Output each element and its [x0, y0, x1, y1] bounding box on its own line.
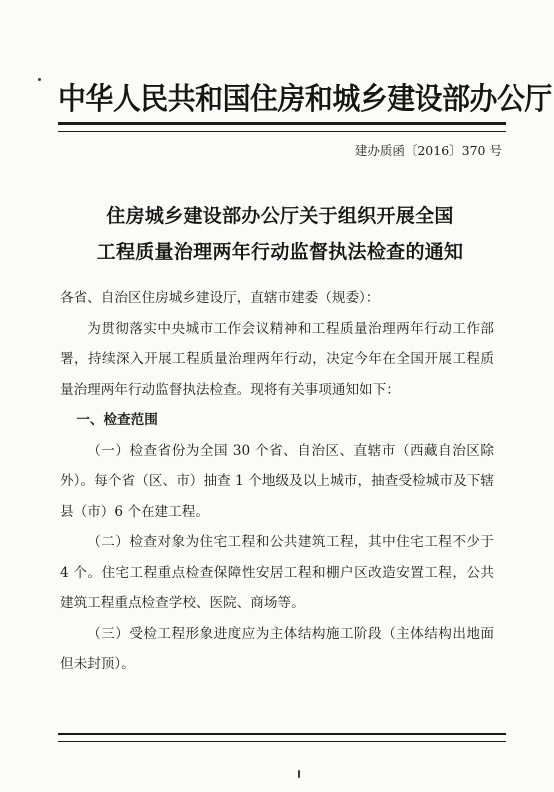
section-heading-scope: 一、检查范围 — [76, 412, 158, 428]
footer-double-rule — [58, 733, 506, 742]
document-number: 建办质函〔2016〕370 号 — [354, 143, 502, 158]
scan-speck — [38, 78, 41, 81]
notice-title-line-1: 住房城乡建设部办公厅关于组织开展全国 — [106, 205, 454, 227]
notice-title-line-2: 工程质量治理两年行动监督执法检查的通知 — [96, 241, 464, 263]
notice-title — [60, 198, 500, 270]
scope-item-2: （二）检查对象为住宅工程和公共建筑工程，其中住宅工程不少于 4 个。住宅工程重点检查保障性安居工程和棚户区改造安置工程，公共建筑工程重点检查学校、医院、商场等。 — [60, 534, 494, 611]
letterhead-double-rule — [58, 122, 506, 132]
addressee: 各省、自治区住房城乡建设厅，直辖市建委（规委）： — [60, 290, 380, 306]
notice-body — [60, 283, 494, 680]
scope-item-3: （三）受检工程形象进度应为主体结构施工阶段（主体结构出地面但未封顶）。 — [60, 625, 494, 672]
scope-item-1: （一）检查省份为全国 30 个省、自治区、直辖市（西藏自治区除外）。每个省（区、市）抽查 1 个地级及以上城市，抽查受检城市及下辖县（市）6 个在建工程。 — [60, 442, 494, 520]
org-letterhead-title: 中华人民共和国住房和城乡建设部办公厅 — [58, 82, 552, 117]
intro-paragraph: 为贯彻落实中央城市工作会议精神和工程质量治理两年行动工作部署，持续深入开展工程质量治理两年行动，决定今年在全国开展工程质量治理两年行动监督执法检查。现将有关事项通知如下： — [60, 320, 494, 398]
scan-speck — [298, 770, 300, 778]
